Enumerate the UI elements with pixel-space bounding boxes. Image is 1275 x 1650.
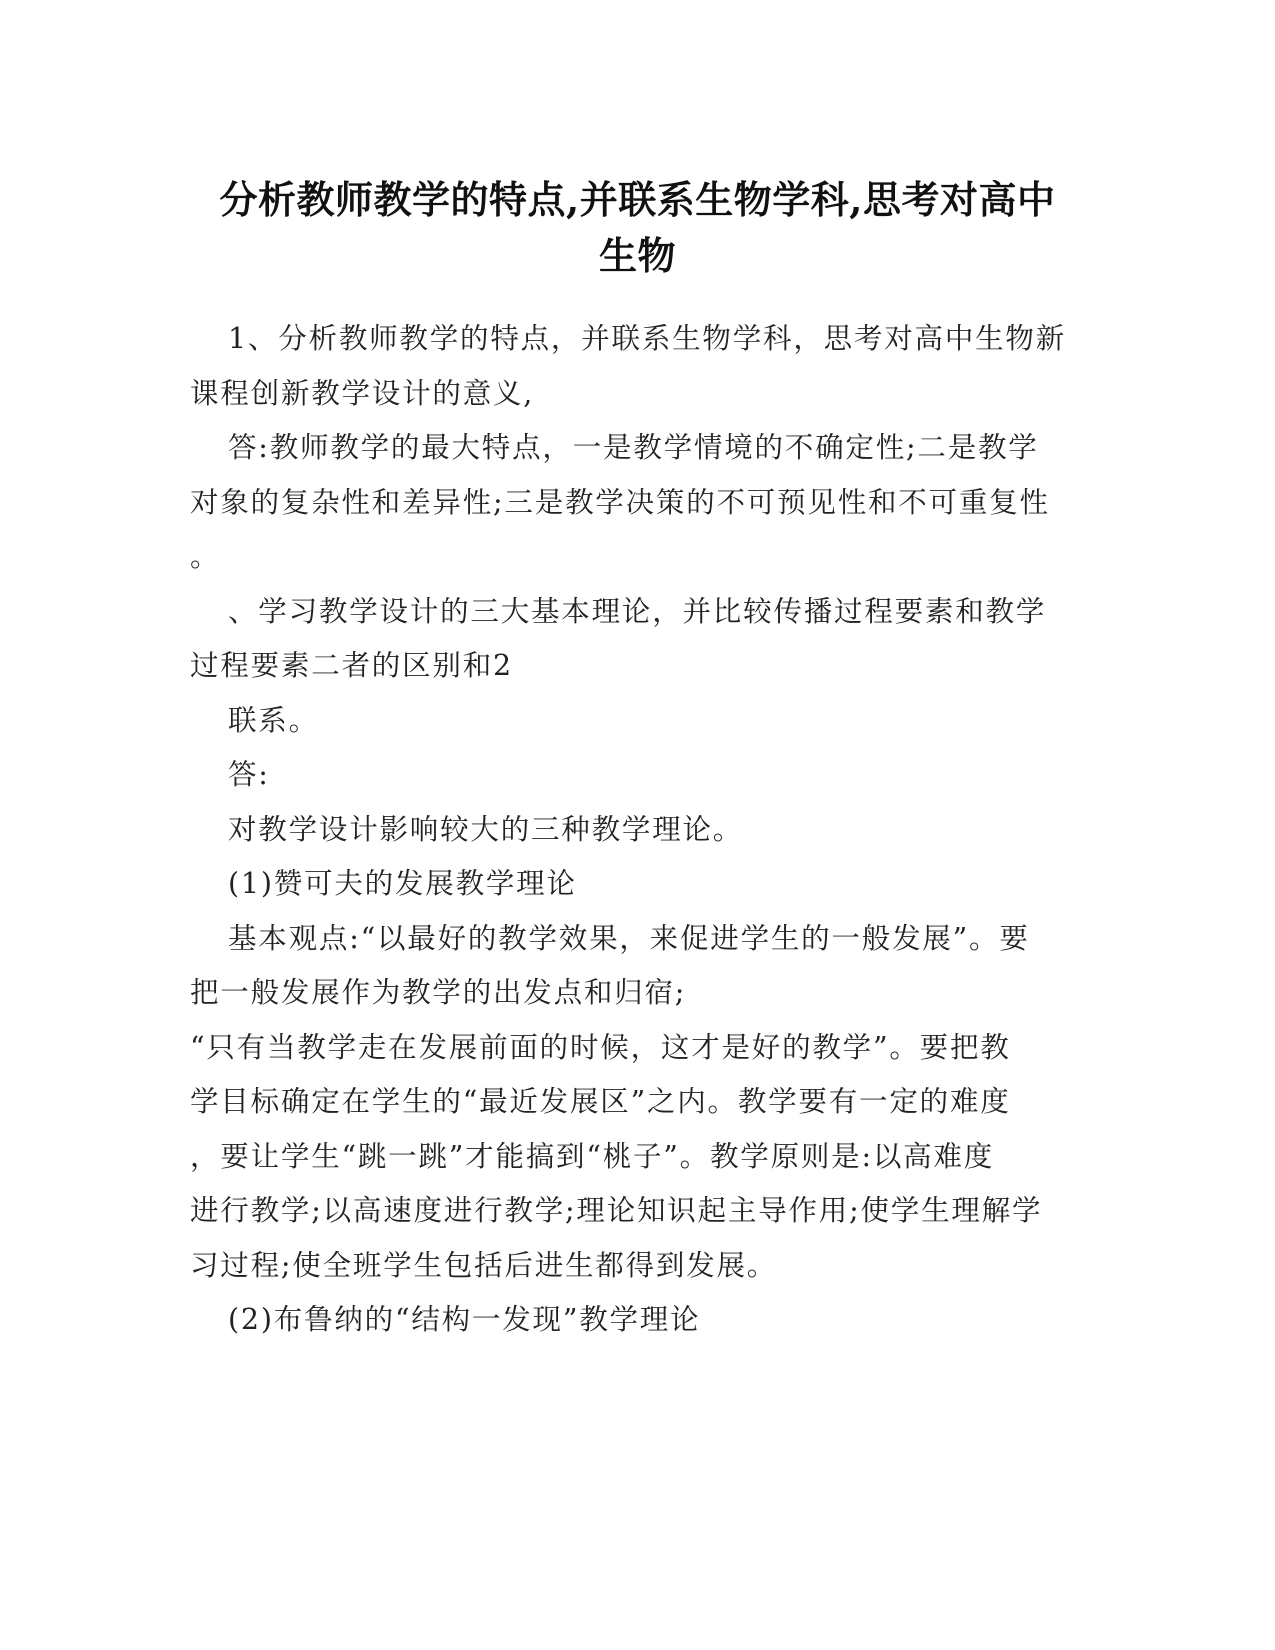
text-line: 习过程;使全班学生包括后进生都得到发展。 [190, 1248, 778, 1282]
text-line: 把一般发展作为教学的出发点和归宿; [190, 976, 687, 1009]
text-line: 答: [228, 758, 270, 791]
text-line: 对象的复杂性和差异性;三是教学决策的不可预见性和不可重复性 [190, 485, 1050, 519]
text-line: 1、分析教师教学的特点，并联系生物学科，思考对高中生物新 [228, 322, 1067, 355]
text-line: 、学习教学设计的三大基本理论，并比较传播过程要素和教学 [228, 594, 1047, 628]
text-line: “只有当教学走在发展前面的时候，这才是好的教学”。要把教 [190, 1030, 1011, 1064]
text-line: 联系。 [228, 703, 319, 737]
title-line-1: 分析教师教学的特点,并联系生物学科,思考对高中 [219, 177, 1056, 222]
text-line: 答:教师教学的最大特点，一是教学情境的不确定性;二是教学 [228, 431, 1039, 464]
text-line: 基本观点:“以最好的教学效果，来促进学生的一般发展”。要 [228, 921, 1030, 955]
text-line: 学目标确定在学生的“最近发展区”之内。教学要有一定的难度 [190, 1085, 1011, 1118]
text-line: ，要让学生“跳一跳”才能搞到“桃子”。教学原则是:以高难度 [190, 1139, 995, 1173]
text-line: 对教学设计影响较大的三种教学理论。 [228, 812, 744, 846]
document-title [190, 172, 1085, 284]
text-line: (2)布鲁纳的“结构一发现”教学理论 [228, 1303, 701, 1336]
title-line-2: 生物 [598, 233, 676, 278]
document-body [190, 312, 1090, 1348]
text-line: 进行教学;以高速度进行教学;理论知识起主导作用;使学生理解学 [190, 1194, 1043, 1227]
text-line: 课程创新教学设计的意义, [190, 376, 535, 410]
text-line: 过程要素二者的区别和2 [190, 649, 513, 682]
text-line: 。 [190, 540, 221, 573]
text-line: (1)赞可夫的发展教学理论 [228, 867, 577, 900]
